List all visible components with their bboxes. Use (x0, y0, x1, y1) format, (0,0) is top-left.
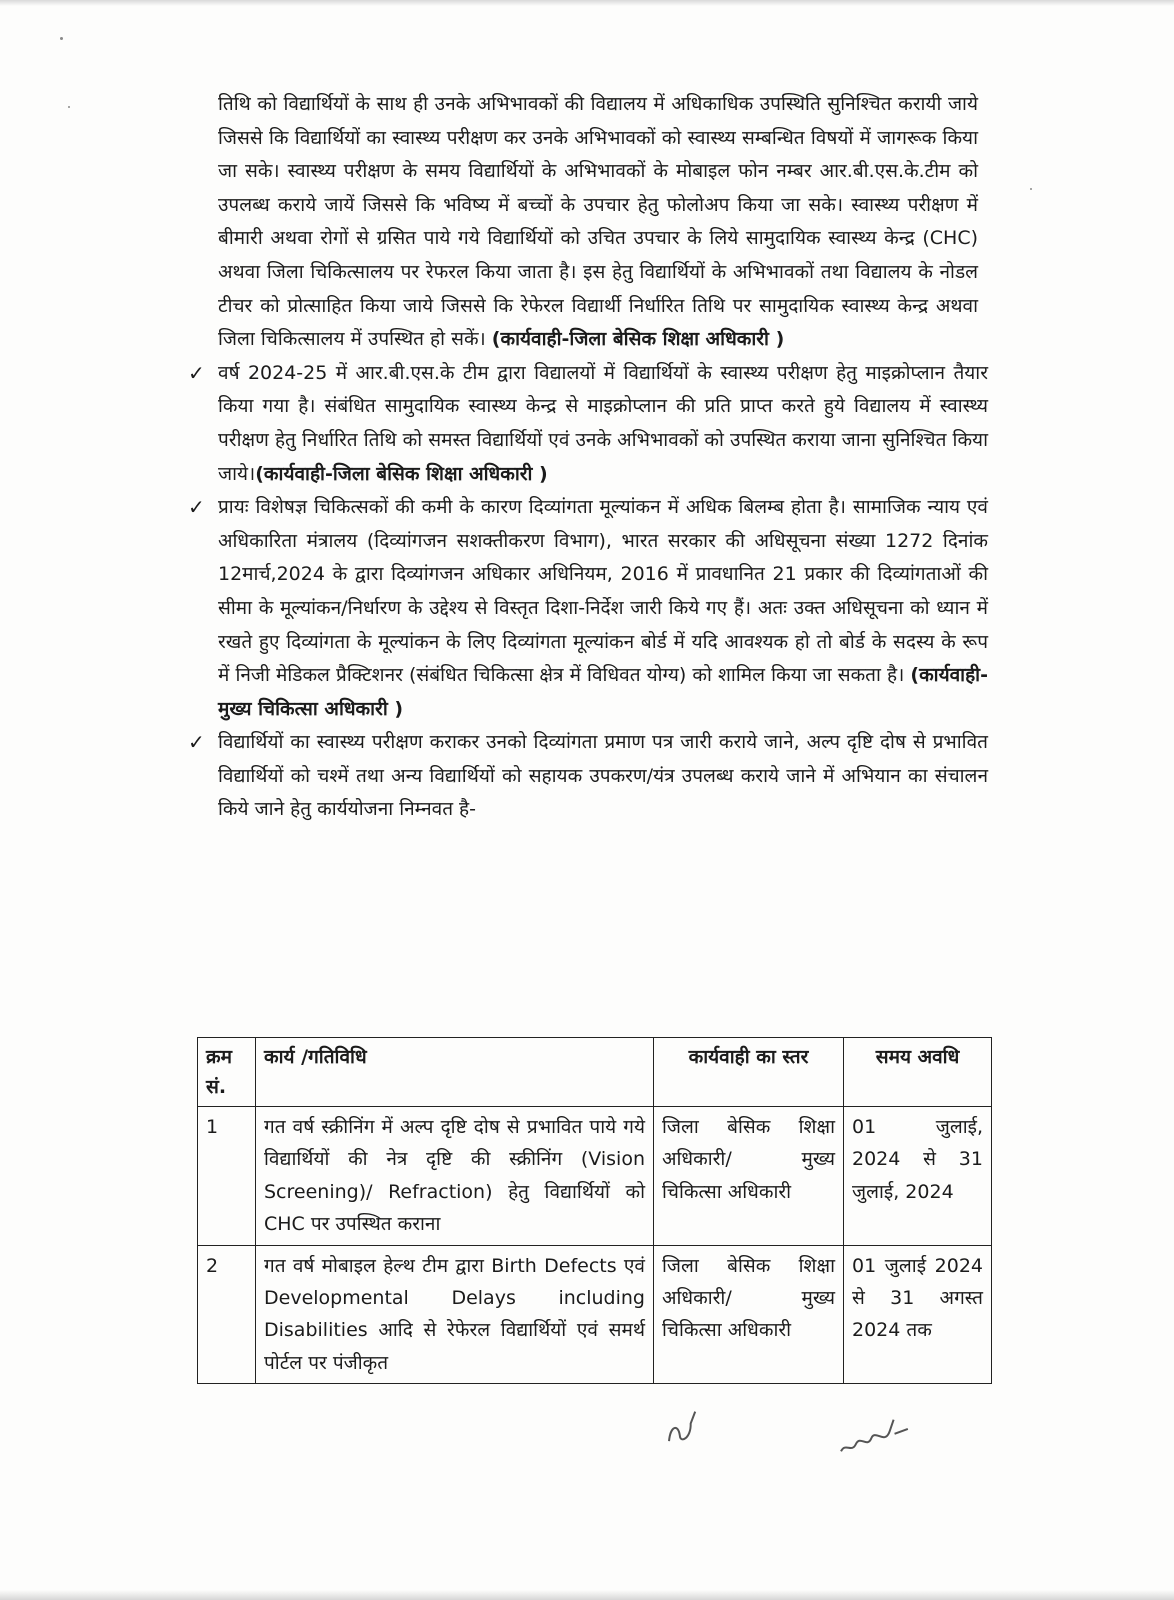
checkmark-icon: ✓ (188, 360, 205, 385)
scan-speck (1030, 188, 1032, 190)
header-serial: क्रम सं. (198, 1038, 256, 1107)
action-plan-table (197, 1037, 992, 1384)
table-row (198, 1107, 992, 1246)
checkmark-icon: ✓ (188, 730, 205, 755)
cell-activity: गत वर्ष मोबाइल हेल्थ टीम द्वारा Birth Defects एवं Developmental Delays including Disabilities आदि से रेफेरल विद्यार्थियों एवं समर्थ पोर्टल पर पंजीकृत (256, 1245, 654, 1384)
intro-paragraph (218, 88, 978, 357)
bullet-action-note: (कार्यवाही-जिला बेसिक शिक्षा अधिकारी ) (255, 462, 548, 485)
intro-text: तिथि को विद्यार्थियों के साथ ही उनके अभिभावकों की विद्यालय में अधिकाधिक उपस्थिति सुनिश्चित करायी जाये जिससे कि विद्यार्थियों का स्वास्थ्य परीक्षण कर उनके अभिभावकों को स्वास्थ्य सम्बन्धित विषयों में जागरूक किया जा सके। स्वास्थ्य परीक्षण के समय विद्यार्थियों के अभिभावकों के मोबाइल फोन नम्बर आर.बी.एस.के.टीम को उपलब्ध कराये जायें जिससे कि भविष्य में बच्चों के उपचार हेतु फोलोअप किया जा सके। स्वास्थ्य परीक्षण में बीमारी अथवा रोगों से ग्रसित पाये गये विद्यार्थियों को उचित उपचार के लिये सामुदायिक स्वास्थ्य केन्द्र (CHC) अथवा जिला चिकित्सालय पर रेफरल किया जाता है। इस हेतु विद्यार्थियों के अभिभावकों तथा विद्यालय के नोडल टीचर को प्रोत्साहित किया जाये जिससे कि रेफेरल विद्यार्थी निर्धारित तिथि पर सामुदायिक स्वास्थ्य केन्द्र अथवा जिला चिकित्सालय में उपस्थित हो सकें। (218, 93, 978, 351)
document-body (188, 88, 988, 827)
cell-activity: गत वर्ष स्क्रीनिंग में अल्प दृष्टि दोष से प्रभावित पाये गये विद्यार्थियों की नेत्र दृष्टि की स्क्रीनिंग (Vision Screening)/ Refraction) हेतु विद्यार्थियों को CHC पर उपस्थित कराना (256, 1107, 654, 1246)
intro-action-note: (कार्यवाही-जिला बेसिक शिक्षा अधिकारी ) (491, 328, 785, 351)
scan-edge-top (0, 0, 1174, 6)
scan-speck (60, 37, 63, 40)
checkmark-icon: ✓ (188, 495, 205, 520)
bullet-action-note: (कार्यवाही-मुख्य चिकित्सा अधिकारी ) (218, 664, 988, 720)
scan-edge-bottom (0, 1590, 1174, 1600)
cell-period: 01 जुलाई 2024 से 31 अगस्त 2024 तक (844, 1245, 992, 1384)
handwritten-initials (656, 1402, 724, 1455)
table-row (198, 1245, 992, 1384)
bullet-text: वर्ष 2024-25 में आर.बी.एस.के टीम द्वारा विद्यालयों में विद्यार्थियों के स्वास्थ्य परीक्षण हेतु माइक्रोप्लान तैयार किया गया है। संबंधित सामुदायिक स्वास्थ्य केन्द्र से माइक्रोप्लान की प्रति प्राप्त करते हुये विद्यालय में स्वास्थ्य परीक्षण हेतु निर्धारित तिथि को समस्त विद्यार्थियों एवं उनके अभिभावकों को उपस्थित कराया जाना सुनिश्चित किया जाये। (218, 361, 988, 485)
bullet-item-2 (188, 491, 988, 726)
cell-serial: 1 (198, 1107, 256, 1246)
cell-level: जिला बेसिक शिक्षा अधिकारी/ मुख्य चिकित्सा अधिकारी (654, 1107, 844, 1246)
table-header-row (198, 1038, 992, 1107)
handwritten-signature (832, 1410, 919, 1466)
cell-period: 01 जुलाई, 2024 से 31 जुलाई, 2024 (844, 1107, 992, 1246)
bullet-item-1 (188, 357, 988, 491)
scan-speck (68, 106, 70, 108)
header-period: समय अवधि (844, 1038, 992, 1107)
cell-level: जिला बेसिक शिक्षा अधिकारी/ मुख्य चिकित्सा अधिकारी (654, 1245, 844, 1384)
bullet-text: विद्यार्थियों का स्वास्थ्य परीक्षण कराकर उनको दिव्यांगता प्रमाण पत्र जारी कराये जाने, अल्प दृष्टि दोष से प्रभावित विद्यार्थियों को चश्में तथा अन्य विद्यार्थियों को सहायक उपकरण/यंत्र उपलब्ध कराये जाने में अभियान का संचालन किये जाने हेतु कार्ययोजना निम्नवत है- (218, 731, 988, 821)
bullet-text: प्रायः विशेषज्ञ चिकित्सकों की कमी के कारण दिव्यांगता मूल्यांकन में अधिक बिलम्ब होता है। सामाजिक न्याय एवं अधिकारिता मंत्रालय (दिव्यांगजन सशक्तीकरण विभाग), भारत सरकार की अधिसूचना संख्या 1272 दिनांक 12मार्च,2024 के द्वारा दिव्यांगजन अधिकार अधिनियम, 2016 में प्रावधानित 21 प्रकार की दिव्यांगताओं की सीमा के मूल्यांकन/निर्धारण के उद्देश्य से विस्तृत दिशा-निर्देश जारी किये गए हैं। अतः उक्त अधिसूचना को ध्यान में रखते हुए दिव्यांगता के मूल्यांकन के लिए दिव्यांगता मूल्यांकन बोर्ड में यदि आवश्यक हो तो बोर्ड के सदस्य के रूप में निजी मेडिकल प्रैक्टिशनर (संबंधित चिकित्सा क्षेत्र में विधिवत योग्य) को शामिल किया जा सकता है। (218, 496, 988, 687)
bullet-item-3 (188, 726, 988, 827)
cell-serial: 2 (198, 1245, 256, 1384)
header-activity: कार्य /गतिविधि (256, 1038, 654, 1107)
header-level: कार्यवाही का स्तर (654, 1038, 844, 1107)
